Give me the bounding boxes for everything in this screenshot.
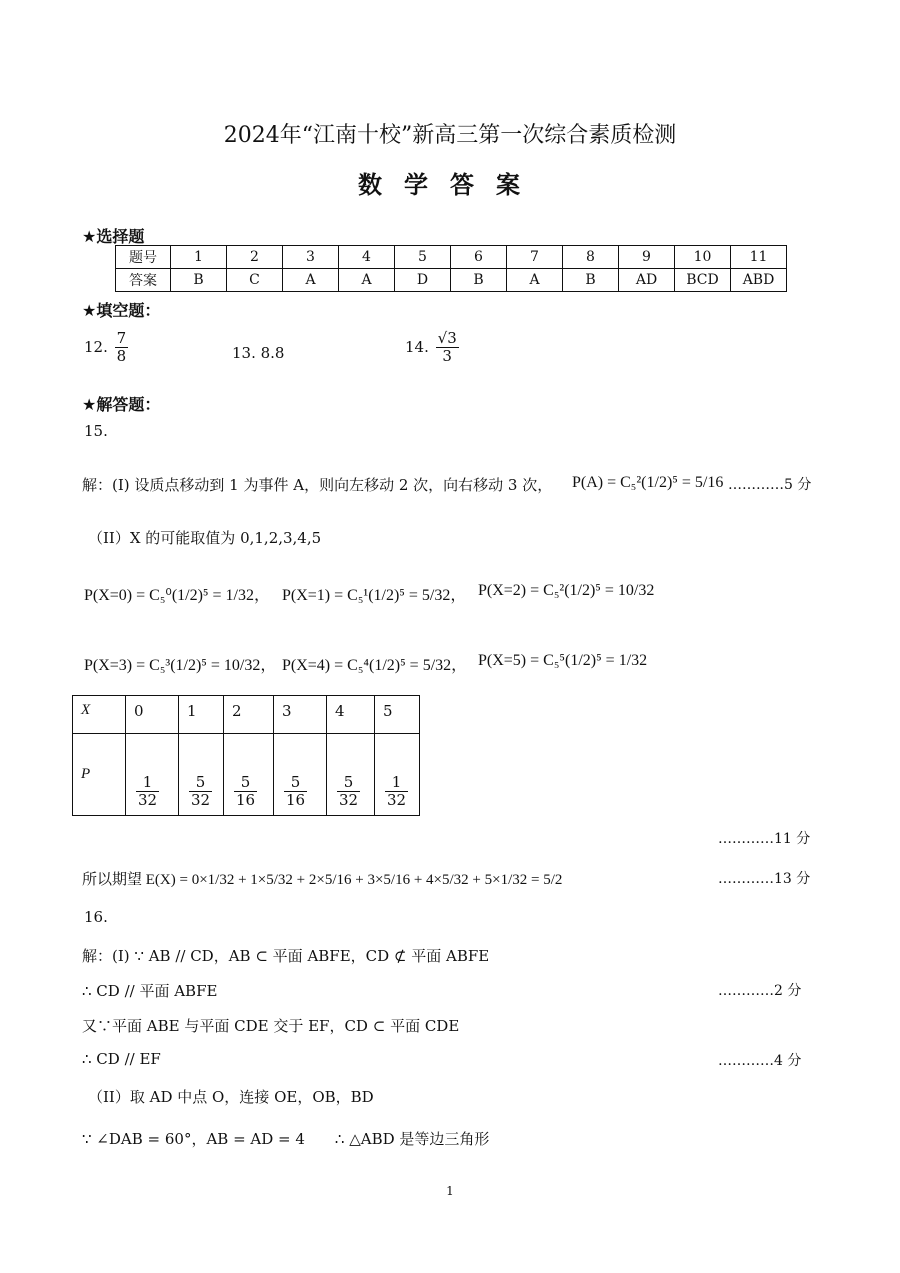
numerator: 1 — [385, 774, 408, 792]
table-cell — [179, 734, 224, 816]
q14-label: 14. — [405, 337, 429, 356]
q16-line4: ∴ CD // EF — [82, 1050, 161, 1068]
q15-prob-x1: P(X=1) = C₅¹(1/2)⁵ = 5/32， — [282, 587, 467, 604]
table-cell: 1 — [179, 696, 224, 734]
table-cell: B — [171, 269, 227, 292]
q16-line1: 解：(I) ∵ AB // CD，AB ⊂ 平面 ABFE，CD ⊄ 平面 ABFE — [82, 947, 490, 965]
q15-prob-x2: P(X=2) = C₅²(1/2)⁵ = 10/32 — [478, 582, 655, 599]
q12-numerator: 7 — [116, 329, 127, 347]
table-cell: 5 — [375, 696, 420, 734]
numerator: 5 — [337, 774, 360, 792]
table-header-cell: 题号 — [116, 246, 171, 269]
q15-part1-formula: P(A) = C₅²(1/2)⁵ = 5/16 — [572, 474, 724, 491]
table-cell: 3 — [283, 246, 339, 269]
q16-line3: 又∵平面 ABE 与平面 CDE 交于 EF，CD ⊂ 平面 CDE — [82, 1017, 460, 1035]
table-cell: A — [507, 269, 563, 292]
q15-prob-x5: P(X=5) = C₅⁵(1/2)⁵ = 1/32 — [478, 652, 648, 669]
q15-part2-text: （II）X 的可能取值为 0,1,2,3,4,5 — [88, 529, 322, 547]
denominator: 16 — [286, 790, 306, 809]
table-cell: B — [451, 269, 507, 292]
table-cell — [274, 734, 327, 816]
table-cell: D — [395, 269, 451, 292]
q16-line6: ∵ ∠DAB = 60°，AB = AD = 4 ∴ △ABD 是等边三角形 — [82, 1130, 490, 1148]
table-cell — [126, 734, 179, 816]
table-header-cell: X — [73, 696, 126, 734]
q14-numerator: √3 — [437, 329, 457, 347]
document-subtitle: 数学答案 — [358, 170, 542, 199]
document-title: 2024年“江南十校”新高三第一次综合素质检测 — [223, 123, 677, 148]
fill-answer-14 — [405, 330, 461, 366]
q15-expectation: 所以期望 E(X) = 0×1/32 + 1×5/32 + 2×5/16 + 3×5/16 + 4×5/32 + 5×1/32 = 5/2 — [82, 872, 563, 888]
table-cell — [327, 734, 375, 816]
section-fill-heading: ★填空题： — [82, 301, 161, 320]
table-cell: 9 — [619, 246, 675, 269]
numerator: 1 — [136, 774, 159, 792]
section-solve-heading: ★解答题： — [82, 395, 161, 414]
table-row — [116, 269, 787, 292]
table-cell: BCD — [675, 269, 731, 292]
table-row — [73, 696, 420, 734]
denominator: 32 — [387, 790, 407, 809]
denominator: 32 — [339, 790, 359, 809]
numerator: 5 — [189, 774, 212, 792]
denominator: 16 — [236, 790, 256, 809]
numerator: 5 — [234, 774, 257, 792]
table-cell — [375, 734, 420, 816]
q14-denominator: 3 — [442, 347, 452, 366]
table-cell: C — [227, 269, 283, 292]
q16-label: 16. — [84, 908, 108, 926]
table-cell: B — [563, 269, 619, 292]
table-cell: 7 — [507, 246, 563, 269]
q15-part1-text: 解：(I) 设质点移动到 1 为事件 A，则向左移动 2 次，向右移动 3 次， — [82, 476, 553, 494]
q15-expect-score: …………13 分 — [718, 871, 811, 887]
distribution-table — [72, 695, 420, 816]
table-header-cell: 答案 — [116, 269, 171, 292]
table-cell: 2 — [227, 246, 283, 269]
page-number: 1 — [446, 1184, 454, 1198]
numerator: 5 — [284, 774, 307, 792]
table-row — [116, 246, 787, 269]
q12-denominator: 8 — [116, 347, 127, 366]
denominator: 32 — [138, 790, 158, 809]
q16-line2: ∴ CD // 平面 ABFE — [82, 982, 218, 1000]
table-cell: 10 — [675, 246, 731, 269]
q12-label: 12. — [84, 337, 108, 356]
choice-answer-table — [115, 245, 787, 292]
table-cell: 6 — [451, 246, 507, 269]
fill-answer-12 — [84, 330, 130, 366]
q16-line5: （II）取 AD 中点 O，连接 OE，OB，BD — [88, 1088, 374, 1106]
table-cell: 3 — [274, 696, 327, 734]
table-cell: 2 — [224, 696, 274, 734]
table-cell: 5 — [395, 246, 451, 269]
q16-score4: …………4 分 — [718, 1053, 802, 1069]
table-cell: 11 — [731, 246, 787, 269]
table-cell: 0 — [126, 696, 179, 734]
fill-answer-13: 13. 8.8 — [232, 344, 285, 362]
q15-prob-x0: P(X=0) = C₅⁰(1/2)⁵ = 1/32， — [84, 587, 270, 604]
q15-prob-x4: P(X=4) = C₅⁴(1/2)⁵ = 5/32， — [282, 657, 468, 674]
denominator: 32 — [191, 790, 211, 809]
table-cell: A — [283, 269, 339, 292]
table-cell: 8 — [563, 246, 619, 269]
table-cell — [224, 734, 274, 816]
table-cell: ABD — [731, 269, 787, 292]
q15-part1-score: …………5 分 — [728, 477, 812, 493]
table-cell: AD — [619, 269, 675, 292]
q12-fraction — [115, 330, 129, 366]
q14-fraction — [436, 330, 459, 366]
q15-label: 15. — [84, 422, 108, 440]
section-choice-heading: ★选择题 — [82, 227, 145, 246]
table-cell: A — [339, 269, 395, 292]
table-header-cell: P — [73, 734, 126, 816]
q15-prob-x3: P(X=3) = C₅³(1/2)⁵ = 10/32， — [84, 657, 277, 674]
q15-table-score: …………11 分 — [718, 831, 811, 847]
q16-score2: …………2 分 — [718, 983, 802, 999]
table-cell: 4 — [327, 696, 375, 734]
table-row — [73, 734, 420, 816]
table-cell: 4 — [339, 246, 395, 269]
table-cell: 1 — [171, 246, 227, 269]
